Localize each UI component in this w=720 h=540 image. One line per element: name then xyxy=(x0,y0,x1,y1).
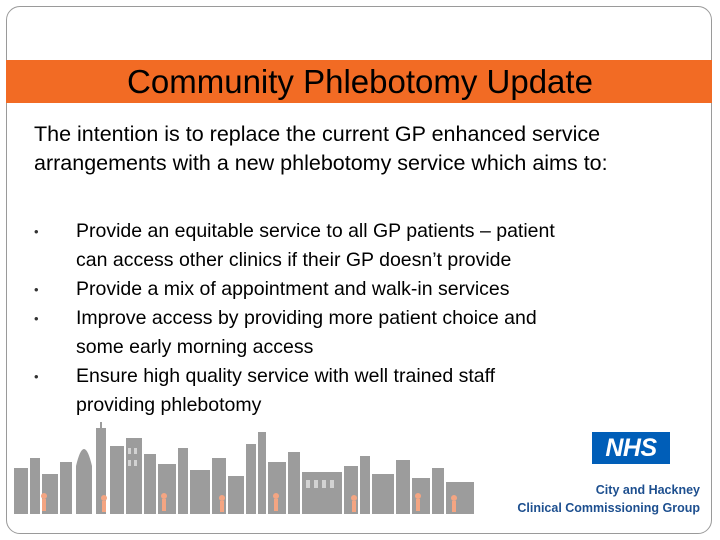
bullet-text-continued: some early morning access xyxy=(76,336,314,358)
bullet-text: Improve access by providing more patient choice and xyxy=(76,307,537,329)
ccg-name-line1: City and Hackney xyxy=(595,483,700,497)
bullet-icon: • xyxy=(34,282,39,297)
bullet-item xyxy=(34,217,694,275)
bullet-item xyxy=(34,304,694,362)
bullet-text-continued: providing phlebotomy xyxy=(76,394,262,416)
bullet-list xyxy=(34,217,694,420)
nhs-ccg-logo xyxy=(476,420,712,520)
bullet-icon: • xyxy=(34,369,39,384)
bullet-item xyxy=(34,275,694,304)
nhs-logo-text: NHS xyxy=(605,434,657,462)
slide-title: Community Phlebotomy Update xyxy=(127,63,593,100)
bullet-text-continued: can access other clinics if their GP doesn’t provide xyxy=(76,249,512,271)
bullet-text: Provide a mix of appointment and walk-in services xyxy=(76,278,510,300)
bullet-text: Ensure high quality service with well trained staff xyxy=(76,365,496,387)
bullet-icon: • xyxy=(34,311,39,326)
bullet-icon: • xyxy=(34,224,39,239)
ccg-name-line2: Clinical Commissioning Group xyxy=(517,501,700,515)
bullet-text: Provide an equitable service to all GP patients – patient xyxy=(76,220,555,242)
city-skyline-illustration xyxy=(14,418,476,514)
intro-paragraph: The intention is to replace the current GP enhanced service arrangements with a new phlebotomy service which aims to: xyxy=(34,122,608,175)
bullet-item xyxy=(34,362,694,420)
